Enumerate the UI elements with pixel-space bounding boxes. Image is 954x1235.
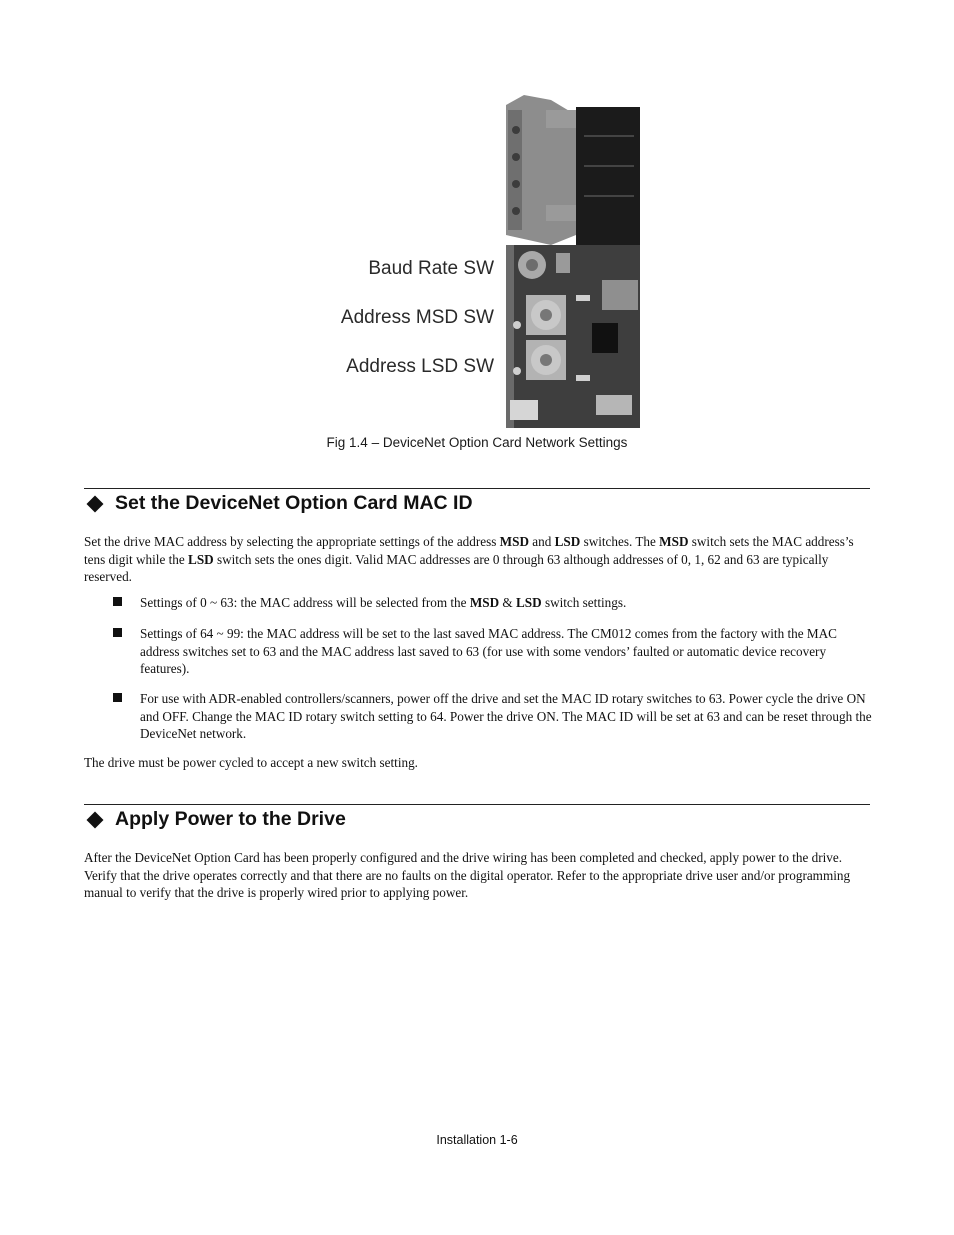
bold-text: LSD bbox=[188, 551, 214, 567]
bold-text: LSD bbox=[554, 534, 581, 549]
text: switch sets the MAC address’s tens digit while the bbox=[84, 534, 854, 567]
section-heading-text: Set the DeviceNet Option Card MAC ID bbox=[115, 492, 473, 514]
section-heading-text: Apply Power to the Drive bbox=[115, 808, 346, 830]
square-bullet-icon bbox=[113, 628, 122, 637]
bullet-item bbox=[140, 690, 875, 743]
option-card-photo bbox=[506, 95, 640, 428]
text: switch sets the ones digit. Valid MAC addresses are 0 through 63 although addresses of 0, 1, 62 and 63 are typically reserved. bbox=[84, 551, 829, 584]
text: and bbox=[528, 534, 555, 549]
bold-text: MSD bbox=[469, 595, 500, 610]
text: Settings of 0 ~ 63: the MAC address will be selected from the bbox=[140, 595, 470, 610]
text: Settings of 64 ~ 99: the MAC address will be set to the last saved MAC address. The CM012 comes from the factory with the MAC address switches set to 63 and the MAC address last saved to 63 (for use with some vendors’ faulted or automatic device recovery features). bbox=[140, 626, 837, 676]
section-divider bbox=[84, 804, 870, 805]
text: Set the drive MAC address by selecting the appropriate settings of the address bbox=[84, 534, 500, 549]
page-footer: Installation 1-6 bbox=[436, 1133, 518, 1147]
bold-text: LSD bbox=[515, 595, 542, 610]
bullet-item bbox=[140, 625, 875, 678]
callout-address-msd: Address MSD SW bbox=[340, 307, 494, 328]
diamond-bullet-icon bbox=[87, 811, 104, 828]
text: switch settings. bbox=[541, 595, 627, 610]
paragraph-intro bbox=[84, 533, 874, 586]
text: For use with ADR-enabled controllers/scanners, power off the drive and set the MAC ID rotary switches to 63. Power cycle the drive ON and OFF. Change the MAC ID rotary switch setting to 64. Power the drive ON. The MAC ID will be set at 63 and can be reset through the DeviceNet network. bbox=[140, 691, 872, 741]
option-card-illustration bbox=[506, 95, 640, 428]
callout-baud-rate: Baud Rate SW bbox=[368, 258, 494, 279]
text: switches. The bbox=[580, 534, 660, 549]
section-divider bbox=[84, 488, 870, 489]
bold-text: MSD bbox=[499, 534, 529, 549]
diamond-bullet-icon bbox=[87, 495, 104, 512]
text: & bbox=[499, 595, 516, 610]
section-heading bbox=[84, 808, 346, 831]
square-bullet-icon bbox=[113, 693, 122, 702]
paragraph-body: After the DeviceNet Option Card has been properly configured and the drive wiring has been completed and checked, apply power to the drive. Verify that the drive operates correctly and that there are no faults on the digital operator. Refer to the appropriate drive user and/or programming manual to verify that the drive is properly wired prior to applying power. bbox=[84, 850, 851, 900]
figure-caption: Fig 1.4 – DeviceNet Option Card Network Settings bbox=[326, 435, 628, 450]
bullet-item bbox=[140, 594, 875, 612]
callout-address-lsd: Address LSD SW bbox=[346, 356, 494, 377]
section-heading bbox=[84, 492, 473, 515]
bold-text: MSD bbox=[659, 534, 689, 549]
square-bullet-icon bbox=[113, 597, 122, 606]
paragraph-closing: The drive must be power cycled to accept a new switch setting. bbox=[84, 755, 418, 770]
figure-devicenet-card bbox=[330, 95, 640, 428]
